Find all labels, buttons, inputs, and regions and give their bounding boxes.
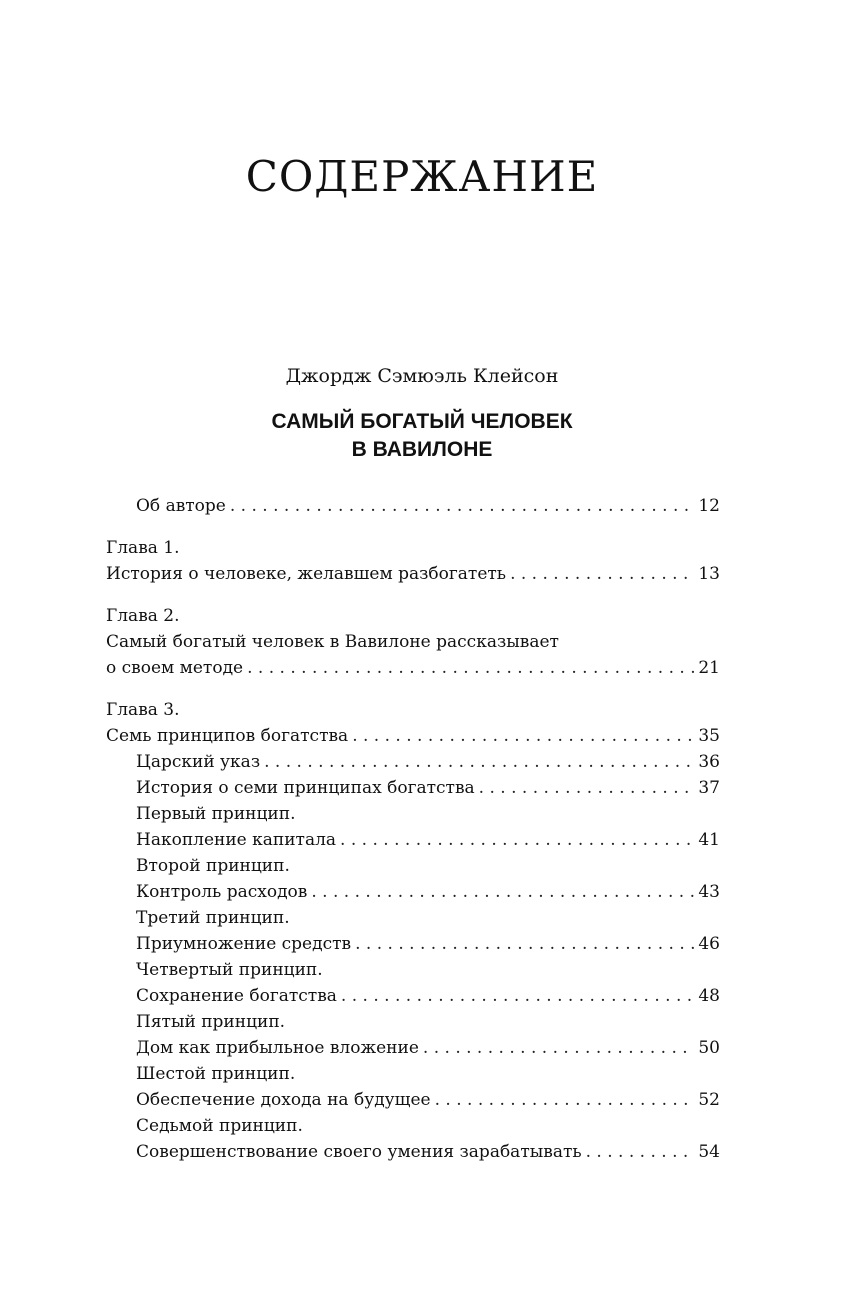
- toc-entry-ch3[interactable]: [106, 723, 720, 749]
- principle-heading: Четвертый принцип.: [136, 960, 323, 980]
- toc-page-number: 36: [698, 752, 720, 772]
- toc-entry-label: о своем методе: [106, 658, 244, 678]
- author-name: Джордж Сэмюэль Клейсон: [285, 365, 559, 387]
- toc-page-number: 21: [698, 658, 720, 678]
- toc-entry-label: Накопление капитала: [136, 830, 337, 850]
- principle-heading: Первый принцип.: [136, 804, 296, 824]
- toc-entry-principle-6[interactable]: [106, 1087, 720, 1113]
- toc-entry-label: Обеспечение дохода на будущее: [136, 1090, 431, 1110]
- dot-leader: [586, 1139, 695, 1165]
- toc-entry-label: Приумножение средств: [136, 934, 352, 954]
- book-title-line-1: САМЫЙ БОГАТЫЙ ЧЕЛОВЕК: [271, 410, 573, 433]
- dot-leader: [423, 1035, 694, 1061]
- dot-leader: [510, 561, 694, 587]
- toc-entry-principle-1[interactable]: [106, 827, 720, 853]
- toc-page-number: 13: [698, 564, 720, 584]
- toc-entry-label: Дом как прибыльное вложение: [136, 1038, 419, 1058]
- toc-page-number: 54: [698, 1142, 720, 1162]
- toc-page-number: 50: [698, 1038, 720, 1058]
- toc-page-number: 43: [698, 882, 720, 902]
- toc-entry-label: Семь принципов богатства: [106, 726, 349, 746]
- toc-entry-principle-2[interactable]: [106, 879, 720, 905]
- toc-entry-decree[interactable]: [106, 749, 720, 775]
- chapter-heading: Глава 1.: [106, 538, 180, 558]
- toc-entry-story[interactable]: [106, 775, 720, 801]
- toc-entry-label: Об авторе: [136, 496, 226, 516]
- toc-page-number: 48: [698, 986, 720, 1006]
- book-title-line-2: В ВАВИЛОНЕ: [351, 438, 493, 461]
- dot-leader: [340, 827, 694, 853]
- dot-leader: [341, 983, 694, 1009]
- toc-entry-principle-5[interactable]: [106, 1035, 720, 1061]
- toc-page-number: 37: [698, 778, 720, 798]
- principle-heading: Седьмой принцип.: [136, 1116, 303, 1136]
- toc-entry-label: История о человеке, желавшем разбогатеть: [106, 564, 507, 584]
- table-of-contents: [106, 493, 720, 1165]
- toc-entry-about[interactable]: [106, 493, 720, 519]
- dot-leader: [230, 493, 694, 519]
- book-title: [0, 408, 844, 464]
- principle-heading: Шестой принцип.: [136, 1064, 296, 1084]
- principle-heading: Второй принцип.: [136, 856, 290, 876]
- toc-entry-ch2[interactable]: [106, 655, 720, 681]
- toc-page-number: 52: [698, 1090, 720, 1110]
- dot-leader: [355, 931, 694, 957]
- toc-entry-label: Контроль расходов: [136, 882, 308, 902]
- toc-entry-ch1[interactable]: [106, 561, 720, 587]
- toc-entry-principle-3[interactable]: [106, 931, 720, 957]
- toc-entry-label: Царский указ: [136, 752, 261, 772]
- chapter-heading: Глава 2.: [106, 606, 180, 626]
- toc-entry-label: Сохранение богатства: [136, 986, 337, 1006]
- principle-heading: Третий принцип.: [136, 908, 290, 928]
- toc-page-number: 41: [698, 830, 720, 850]
- dot-leader: [311, 879, 694, 905]
- toc-entry-label: История о семи принципах богатства: [136, 778, 475, 798]
- chapter-heading: Глава 3.: [106, 700, 180, 720]
- dot-leader: [247, 655, 694, 681]
- principle-heading: Пятый принцип.: [136, 1012, 286, 1032]
- toc-entry-label: Совершенствование своего умения зарабатывать: [136, 1142, 582, 1162]
- toc-entry-principle-7[interactable]: [106, 1139, 720, 1165]
- page-title: СОДЕРЖАНИЕ: [245, 152, 599, 201]
- toc-page-number: 46: [698, 934, 720, 954]
- dot-leader: [264, 749, 694, 775]
- dot-leader: [479, 775, 695, 801]
- toc-entry-line: Самый богатый человек в Вавилоне рассказывает: [106, 632, 559, 652]
- toc-page-number: 12: [698, 496, 720, 516]
- toc-page-number: 35: [698, 726, 720, 746]
- dot-leader: [352, 723, 694, 749]
- toc-entry-principle-4[interactable]: [106, 983, 720, 1009]
- dot-leader: [435, 1087, 695, 1113]
